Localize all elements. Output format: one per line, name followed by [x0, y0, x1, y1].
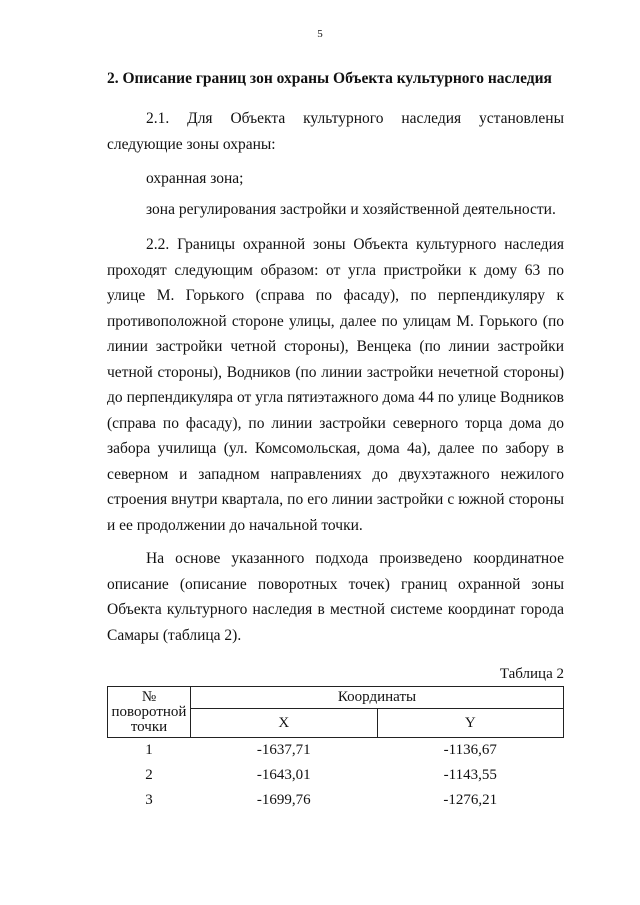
page-number: 5	[317, 28, 323, 40]
paragraph-2-2: 2.2. Границы охранной зоны Объекта культурного наследия проходят следующим образом: от угла пристройки к дому 63 по улице М. Горького (справа по фасаду), по перпендикуляру к противоположной стороне улицы, далее по улицам М. Горького (по линии застройки четной стороны), Венцека (по линии застройки четной стороны), Водников (по линии застройки нечетной стороны) до перпендикуляра от угла пятиэтажного дома 44 по улице Водников (справа по фасаду), по линии застройки северного торца дома до забора училища (ул. Комсомольская, дома 4а), далее по забору в северном и западном направлениях до двухэтажного нежилого строения внутри квартала, по его линии застройки с южной стороны и ее продолжении до начальной точки.	[107, 236, 564, 534]
cell-y: -1136,67	[443, 742, 497, 758]
paragraph-2-1: 2.1. Для Объекта культурного наследия установлены следующие зоны охраны:	[107, 110, 564, 153]
table-caption: Таблица 2	[499, 666, 564, 682]
cell-x: -1699,76	[256, 792, 311, 808]
header-coordinates: Координаты	[191, 687, 564, 709]
zone-item-protective: охранная зона;	[146, 170, 244, 187]
table-row	[108, 788, 564, 813]
cell-y: -1276,21	[443, 792, 498, 808]
header-point-number: № поворотной точки	[108, 687, 191, 738]
cell-point-number: 1	[145, 742, 153, 758]
cell-x: -1643,01	[256, 767, 311, 783]
table-row	[108, 763, 564, 788]
cell-x: -1637,71	[256, 742, 311, 758]
section-heading: 2. Описание границ зон охраны Объекта культурного наследия	[107, 70, 552, 87]
coordinates-table	[107, 686, 564, 813]
header-x: X	[191, 709, 378, 738]
cell-y: -1143,55	[443, 767, 497, 783]
cell-point-number: 3	[145, 792, 153, 808]
cell-point-number: 2	[145, 767, 153, 783]
header-y: Y	[377, 709, 564, 738]
zone-item-regulation: зона регулирования застройки и хозяйственной деятельности.	[146, 201, 556, 218]
paragraph-coordinates-intro: На основе указанного подхода произведено координатное описание (описание поворотных точек) границ охранной зоны Объекта культурного наследия в местной системе координат города Самары (таблица 2).	[107, 550, 564, 644]
table-row	[108, 738, 564, 764]
